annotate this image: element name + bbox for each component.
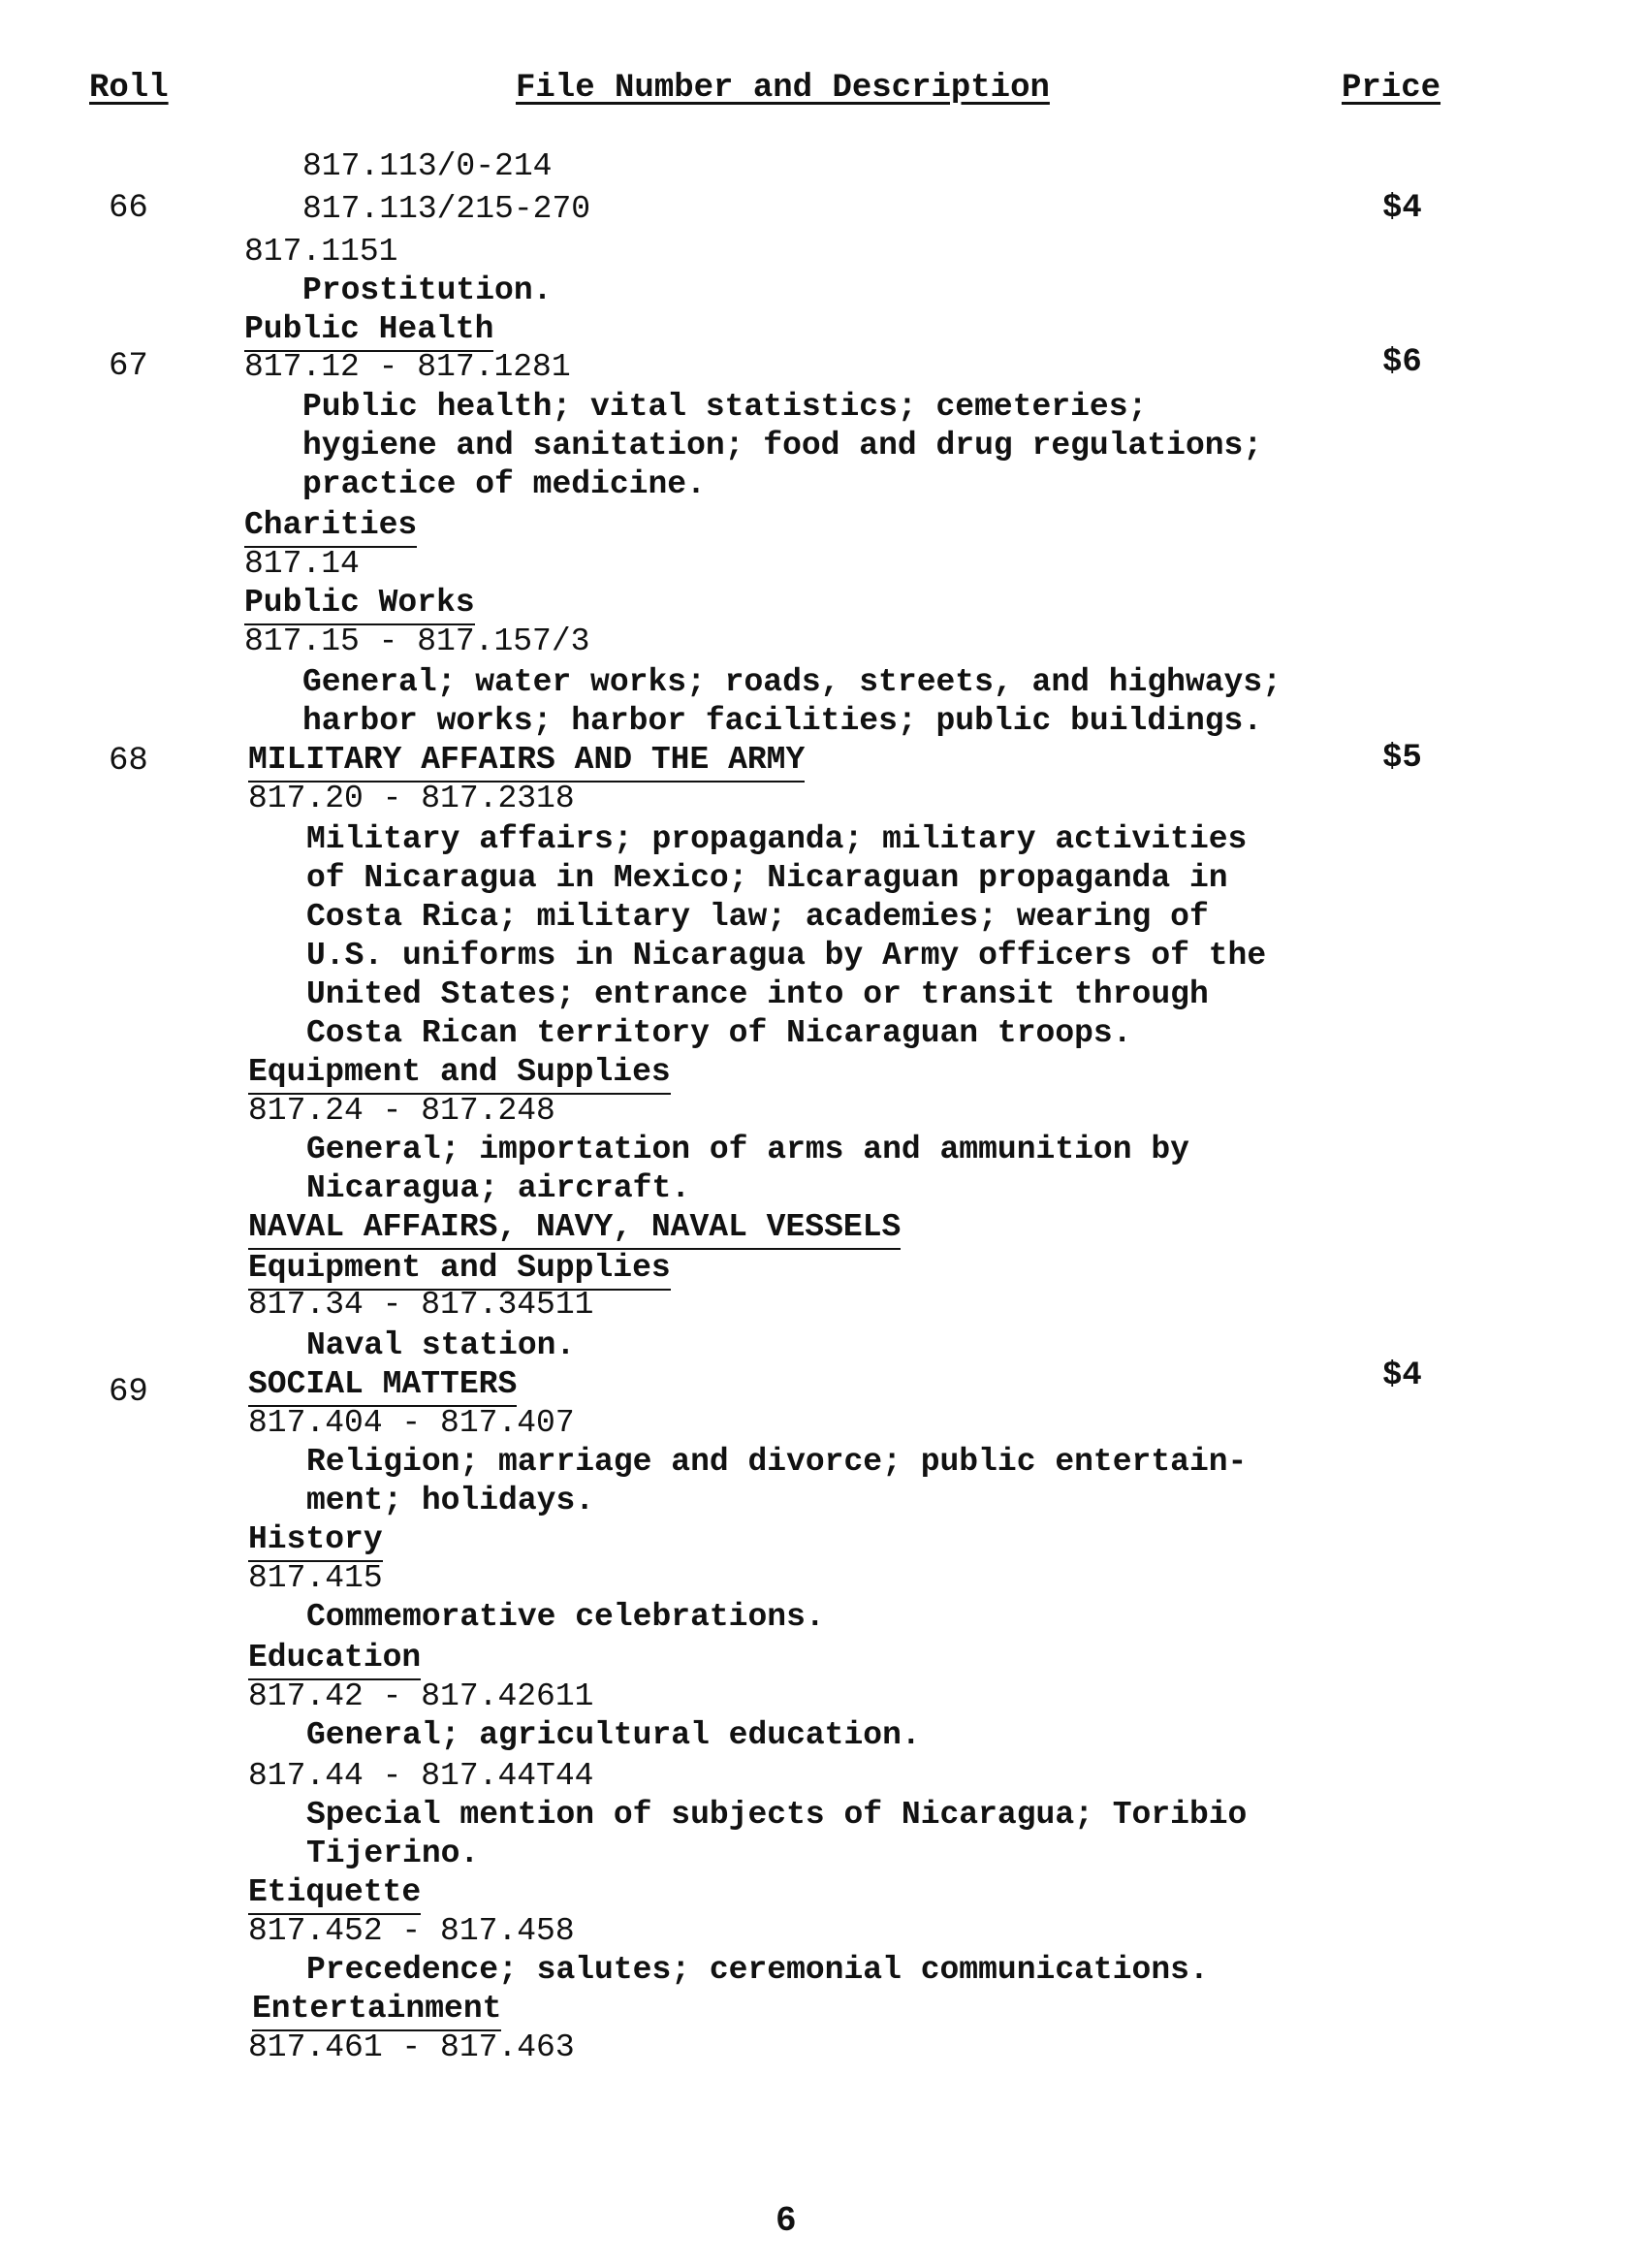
section-heading: NAVAL AFFAIRS, NAVY, NAVAL VESSELS	[248, 1208, 901, 1250]
file-number: 817.113/0-214	[302, 148, 553, 184]
file-number: 817.14	[244, 546, 360, 582]
file-number: 817.113/215-270	[302, 191, 591, 227]
file-number: 817.15 - 817.157/3	[244, 623, 590, 659]
description-text: Costa Rican territory of Nicaraguan troops.	[306, 1015, 1132, 1051]
column-header-price: Price	[1342, 70, 1441, 107]
column-header-file-number: File Number and Description	[516, 70, 1050, 107]
description-text: Nicaragua; aircraft.	[306, 1170, 691, 1206]
file-number: 817.404 - 817.407	[248, 1405, 575, 1441]
description-text: hygiene and sanitation; food and drug regulations;	[302, 428, 1263, 463]
section-heading: Charities	[244, 506, 417, 548]
description-text: practice of medicine.	[302, 466, 706, 502]
description-text: of Nicaragua in Mexico; Nicaraguan propaganda in	[306, 860, 1228, 896]
section-heading: Public Works	[244, 584, 475, 625]
description-text: Special mention of subjects of Nicaragua; Toribio	[306, 1797, 1248, 1833]
roll-price: $4	[1382, 190, 1422, 227]
description-text: General; importation of arms and ammunition by	[306, 1132, 1189, 1167]
roll-number: 68	[109, 743, 148, 780]
file-number: 817.452 - 817.458	[248, 1913, 575, 1949]
roll-number: 67	[109, 348, 148, 385]
description-text: Commemorative celebrations.	[306, 1599, 825, 1635]
file-number: 817.42 - 817.42611	[248, 1678, 594, 1714]
section-heading: History	[248, 1520, 383, 1562]
description-text: Tijerino.	[306, 1836, 480, 1871]
file-number: 817.44 - 817.44T44	[248, 1758, 594, 1794]
section-heading: Equipment and Supplies	[248, 1053, 671, 1095]
description-text: Precedence; salutes; ceremonial communications.	[306, 1952, 1209, 1988]
roll-number: 69	[109, 1374, 148, 1411]
file-number: 817.20 - 817.2318	[248, 781, 575, 816]
file-number: 817.1151	[244, 234, 398, 270]
file-number: 817.415	[248, 1560, 383, 1596]
file-number: 817.24 - 817.248	[248, 1093, 555, 1129]
description-text: Military affairs; propaganda; military activities	[306, 821, 1248, 857]
description-text: Prostitution.	[302, 272, 553, 308]
roll-price: $6	[1382, 344, 1422, 381]
section-heading: Equipment and Supplies	[248, 1249, 671, 1291]
page-number: 6	[776, 2201, 797, 2241]
description-text: harbor works; harbor facilities; public buildings.	[302, 703, 1263, 739]
roll-price: $4	[1382, 1358, 1422, 1394]
description-text: General; water works; roads, streets, and highways;	[302, 664, 1282, 700]
description-text: Religion; marriage and divorce; public entertain-	[306, 1444, 1248, 1480]
section-heading: Etiquette	[248, 1873, 421, 1915]
section-heading: SOCIAL MATTERS	[248, 1365, 517, 1407]
section-heading: Public Health	[244, 310, 493, 352]
section-heading: Education	[248, 1639, 421, 1680]
section-heading: MILITARY AFFAIRS AND THE ARMY	[248, 741, 805, 783]
description-text: ment; holidays.	[306, 1483, 595, 1518]
section-heading: Entertainment	[252, 1990, 501, 2031]
description-text: Naval station.	[306, 1327, 576, 1363]
description-text: U.S. uniforms in Nicaragua by Army officers of the	[306, 938, 1267, 974]
file-number: 817.461 - 817.463	[248, 2029, 575, 2065]
description-text: Costa Rica; military law; academies; wearing of	[306, 899, 1209, 935]
roll-price: $5	[1382, 740, 1422, 777]
roll-number: 66	[109, 190, 148, 227]
file-number: 817.12 - 817.1281	[244, 349, 571, 385]
description-text: Public health; vital statistics; cemeteries;	[302, 389, 1148, 425]
description-text: United States; entrance into or transit through	[306, 976, 1209, 1012]
description-text: General; agricultural education.	[306, 1717, 921, 1753]
file-number: 817.34 - 817.34511	[248, 1287, 594, 1323]
column-header-roll: Roll	[89, 70, 169, 107]
